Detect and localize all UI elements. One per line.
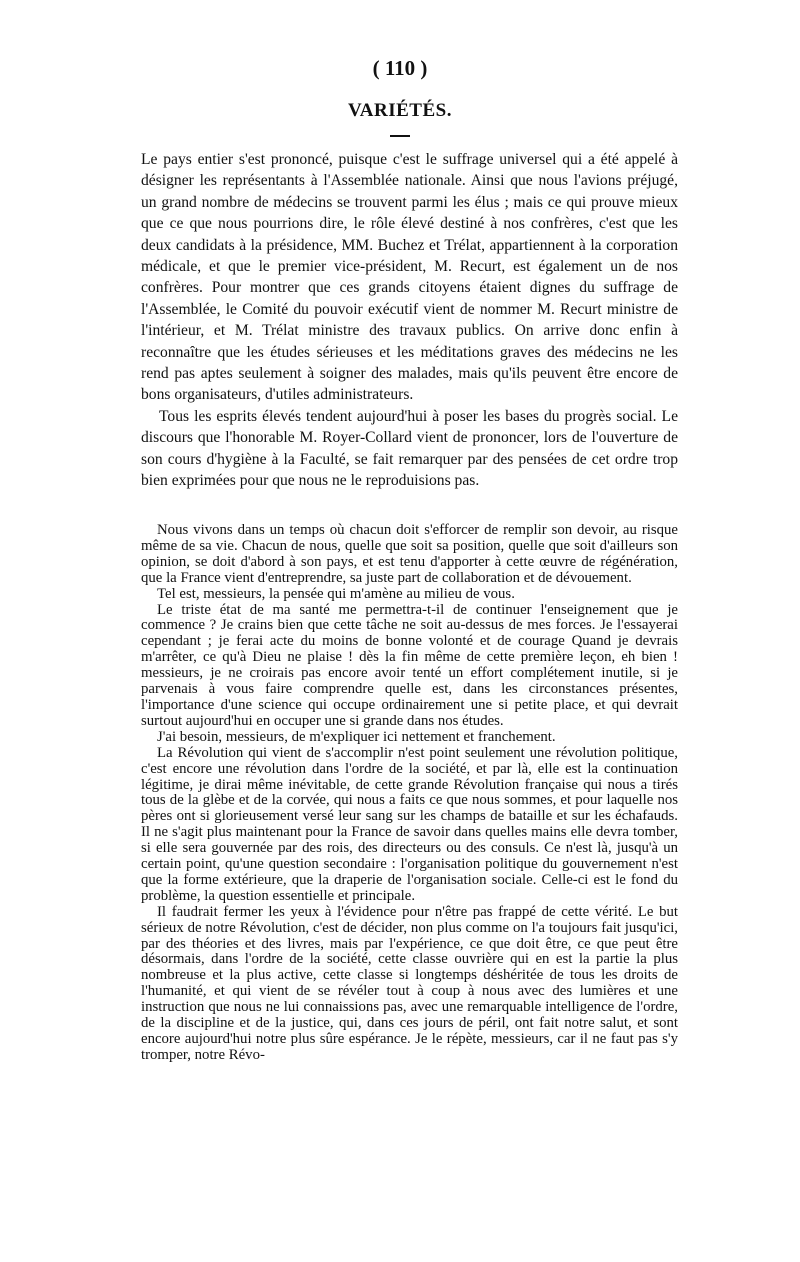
paragraph: Il faudrait fermer les yeux à l'évidence pour n'être pas frappé de cette vérité. Le but sérieux de notre Révolution, c'est de décider, non plus comme on l'a toujours fait jusqu'ici, par des théories et des livres, mais par l'expérience, ce que doit être, ce que peut être désormais, dans l'ordre de la société, cette classe ouvrière qui en est la partie la plus nombreuse et la plus active, cette classe si longtemps déshéritée de tous les droits de l'humanité, et qui vient de se révéler tout à coup à nous avec des lumières et une instruction que nous ne lui connaissions pas, avec une remarquable intelligence de l'ordre, de la discipline et de la justice, qui, dans ces jours de péril, ont fait notre salut, et sont encore aujourd'hui notre plus sûre espérance. Je le répète, messieurs, car il ne faut pas s'y tromper, notre Révo- <box>141 903 678 1063</box>
paragraph: Le pays entier s'est prononcé, puisque c'est le suffrage universel qui a été appelé à désigner les représentants à l'Assemblée nationale. Ainsi que nous l'avions préjugé, un grand nombre de médecins se trouvent parmi les élus ; mais ce qui prouve mieux que ce que nous pourrions dire, le rôle élevé destiné à nos confrères, c'est que les deux candidats à la présidence, MM. Buchez et Trélat, appartiennent à la corporation médicale, et que le premier vice-président, M. Recurt, est également un de nos confrères. Pour montrer que ces grands citoyens étaient dignes du suffrage de l'Assemblée, le Comité du pouvoir exécutif vient de nommer M. Recurt ministre de l'intérieur, et M. Trélat ministre des travaux publics. On arrive donc enfin à reconnaître que les études sérieuses et les méditations graves des médecins ne les rend pas aptes seulement à soigner des malades, mais qu'ils peuvent être encore de bons organisateurs, d'utiles administrateurs. <box>141 151 678 404</box>
paragraph: Tous les esprits élevés tendent aujourd'hui à poser les bases du progrès social. Le discours que l'honorable M. Royer-Collard vient de prononcer, lors de l'ouverture de son cours d'hygiène à la Faculté, se fait remarquer par des pensées de cet ordre trop bien exprimées pour que nous ne le reproduisions pas. <box>141 407 678 490</box>
heading-divider <box>390 135 410 137</box>
paragraph: Tel est, messieurs, la pensée qui m'amène au milieu de vous. <box>157 585 515 602</box>
editorial-section <box>141 149 678 492</box>
section-heading: VARIÉTÉS. <box>348 100 452 121</box>
paragraph: Nous vivons dans un temps où chacun doit s'efforcer de remplir son devoir, au risque même de sa vie. Chacun de nous, quelle que soit sa position, quelle que soit d'ailleurs son opinion, se doit d'abord à son pays, et est tenu d'apporter à cette œuvre de régénération, que la France vient d'entreprendre, sa juste part de collaboration et de dévouement. <box>141 522 678 586</box>
page-number: ( 110 ) <box>372 56 428 80</box>
paragraph: J'ai besoin, messieurs, de m'expliquer ici nettement et franchement. <box>157 728 556 745</box>
quoted-discourse <box>141 523 678 1064</box>
paragraph: Le triste état de ma santé me permettra-t-il de continuer l'enseignement que je commence ? Je crains bien que cette tâche ne soit au-dessus de mes forces. Je l'essayerai cependant ; je ferai acte du moins de bonne volonté et de courage Quand je devrais m'arrêter, ce qu'à Dieu ne plaise ! dès la fin même de cette première leçon, eh bien ! messieurs, je ne croirais pas encore avoir tenté un effort complétement inutile, si je parvenais à vous faire comprendre quelle est, dans les circonstances présentes, l'importance d'une science qui occupe ordinairement une si petite place, et qui devrait surtout aujourd'hui en occuper une si grande dans nos études. <box>141 601 678 729</box>
paragraph: La Révolution qui vient de s'accomplir n'est point seulement une révolution politique, c'est encore une révolution dans l'ordre de la société, et par là, elle est la continuation légitime, je dirai même inévitable, de cette grande Révolution française qui nous a tirés tous de la glèbe et de la corvée, qui nous a faits ce que nous sommes, et pour laquelle nos pères ont si glorieusement versé leur sang sur les champs de bataille et sur les échafauds. Il ne s'agit plus maintenant pour la France de savoir dans quelles mains elle devra tomber, si elle sera gouvernée par des rois, des directeurs ou des consuls. Ce n'est là, jusqu'à un certain point, qu'une question secondaire : l'organisation politique du gouvernement n'est que la forme extérieure, que la draperie de l'organisation sociale. Celle-ci est le fond du problème, la question essentielle et principale. <box>141 744 678 904</box>
